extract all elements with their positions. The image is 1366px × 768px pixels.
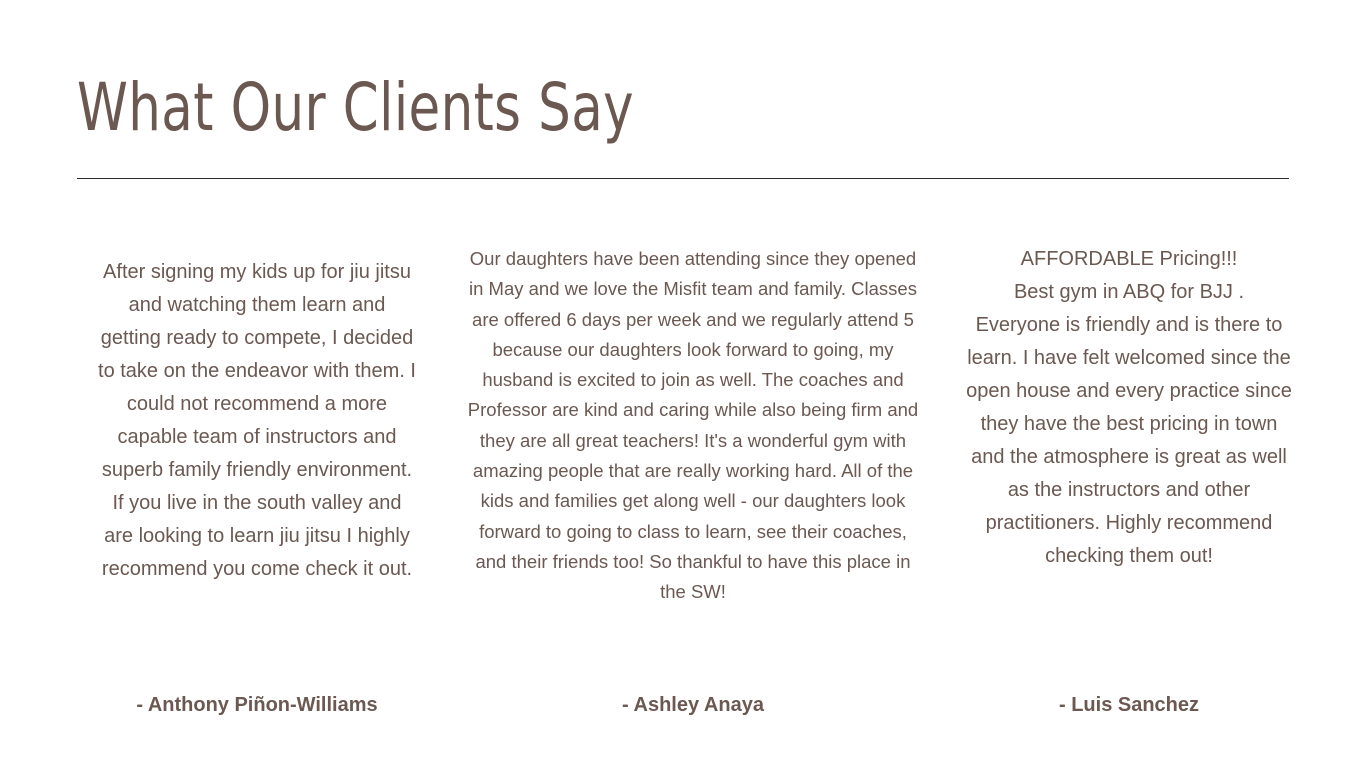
section-title: What Our Clients Say xyxy=(77,69,635,146)
testimonial-quote-line: Everyone is friendly and is there to learn. I have felt welcomed since the open house and every practice since they have the best pricing in town and the atmosphere is great as well as the instructors and other practitioners. Highly recommend checking them out! xyxy=(966,314,1292,567)
testimonial-quote-anthony: After signing my kids up for jiu jitsu and watching them learn and getting ready to compete, I decided to take on the endeavor with them. I could not recommend a more capable team of instructors and superb family friendly environment. If you live in the south valley and are looking to learn jiu jitsu I highly recommend you come check it out. xyxy=(98,261,416,580)
testimonial-quote-luis xyxy=(966,243,1292,573)
testimonial-author-luis: - Luis Sanchez xyxy=(1058,694,1200,716)
testimonial-quote-line: AFFORDABLE Pricing!!! xyxy=(1020,248,1238,270)
testimonial-quote-line: Best gym in ABQ for BJJ . xyxy=(1013,281,1245,303)
testimonial-author-anthony: - Anthony Piñon-Williams xyxy=(136,694,378,716)
divider xyxy=(77,178,1289,179)
testimonial-author-ashley: - Ashley Anaya xyxy=(622,694,764,716)
testimonial-quote-ashley: Our daughters have been attending since they opened in May and we love the Misfit team and family. Classes are offered 6 days per week and we regularly attend 5 because our daughters look forward to going, my husband is excited to join as well. The coaches and Professor are kind and caring while also being firm and they are all great teachers! It's a wonderful gym with amazing people that are really working hard. All of the kids and families get along well - our daughters look forward to going to class to learn, see their coaches, and their friends too! So thankful to have this place in the SW! xyxy=(467,248,919,603)
